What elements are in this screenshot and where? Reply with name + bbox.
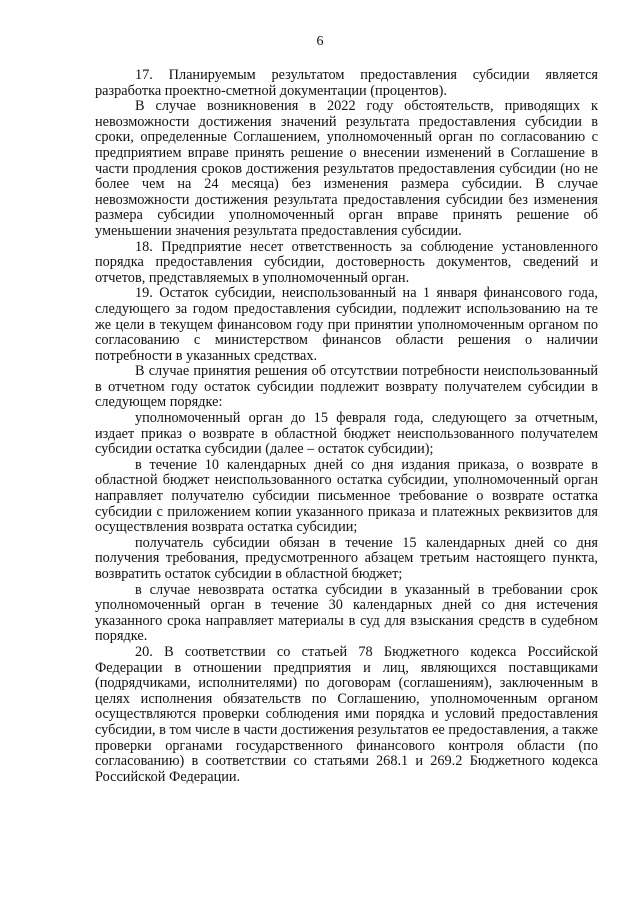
paragraph-19-refund-intro: В случае принятия решения об отсутствии потребности неиспользованный в отчетном году остаток субсидии подлежит возврату получателем субсидии в следующем порядке: bbox=[95, 363, 598, 411]
paragraph-17-extension: В случае возникновения в 2022 году обстоятельств, приводящих к невозможности достижения значений результата предоставления субсидии в сроки, определенные Соглашением, уполномоченный орган по согласованию с предприятием вправе принять решение о внесении изменений в Соглашение в части продления сроков достижения результатов предоставления субсидии (но не более чем на 24 месяца) без изменения размера субсидии. В случае невозможности достижения результата предоставления субсидии без изменения размера субсидии уполномоченный орган вправе принять решение об уменьшении значения результата предоставления субсидии. bbox=[95, 98, 598, 239]
paragraph-19-step-order: уполномоченный орган до 15 февраля года, следующего за отчетным, издает приказ о возврате в областной бюджет неиспользованного получателем субсидии остатка субсидии (далее – остаток субсидии); bbox=[95, 410, 598, 458]
paragraph-19-step-notice: в течение 10 календарных дней со дня издания приказа, о возврате в областной бюджет неиспользованного остатка субсидии, уполномоченный орган направляет получателю субсидии письменное требование о возврате остатка субсидии с приложением копии указанного приказа и платежных реквизитов для осуществления возврата остатка субсидии; bbox=[95, 456, 598, 536]
paragraph-19-step-return: получатель субсидии обязан в течение 15 календарных дней со дня получения требования, предусмотренного абзацем третьим настоящего пункта, возвратить остаток субсидии в областной бюджет; bbox=[95, 534, 598, 582]
paragraph-20: 20. В соответствии со статьей 78 Бюджетного кодекса Российской Федерации в отношении предприятия и лиц, являющихся поставщиками (подрядчиками, исполнителями) по договорам (соглашениям), заключенным в целях исполнения обязательств по Соглашению, уполномоченным органом осуществляются проверки соблюдения ими порядка и условий предоставления субсидии, в том числе в части достижения результатов ее предоставления, а также проверки органами государственного финансового контроля области (по согласованию) в соответствии со статьями 268.1 и 269.2 Бюджетного кодекса Российской Федерации. bbox=[95, 643, 598, 785]
page-number: 6 bbox=[316, 34, 324, 49]
paragraph-19-step-court: в случае невозврата остатка субсидии в указанный в требовании срок уполномоченный орган в течение 30 календарных дней со дня истечения указанного срока направляет материалы в суд для взыскания средств в судебном порядке. bbox=[95, 581, 598, 645]
document-body bbox=[95, 68, 598, 785]
paragraph-17: 17. Планируемым результатом предоставления субсидии является разработка проектно-сметной документации (процентов). bbox=[95, 67, 598, 99]
paragraph-19: 19. Остаток субсидии, неиспользованный на 1 января финансового года, следующего за годом предоставления субсидии, подлежит использованию на те же цели в текущем финансовом году при принятии уполномоченным органом по согласованию с министерством финансов области решения о наличии потребности в указанных средствах. bbox=[95, 285, 598, 364]
paragraph-18: 18. Предприятие несет ответственность за соблюдение установленного порядка предоставления субсидии, достоверность документов, сведений и отчетов, представляемых в уполномоченный орган. bbox=[95, 238, 598, 286]
